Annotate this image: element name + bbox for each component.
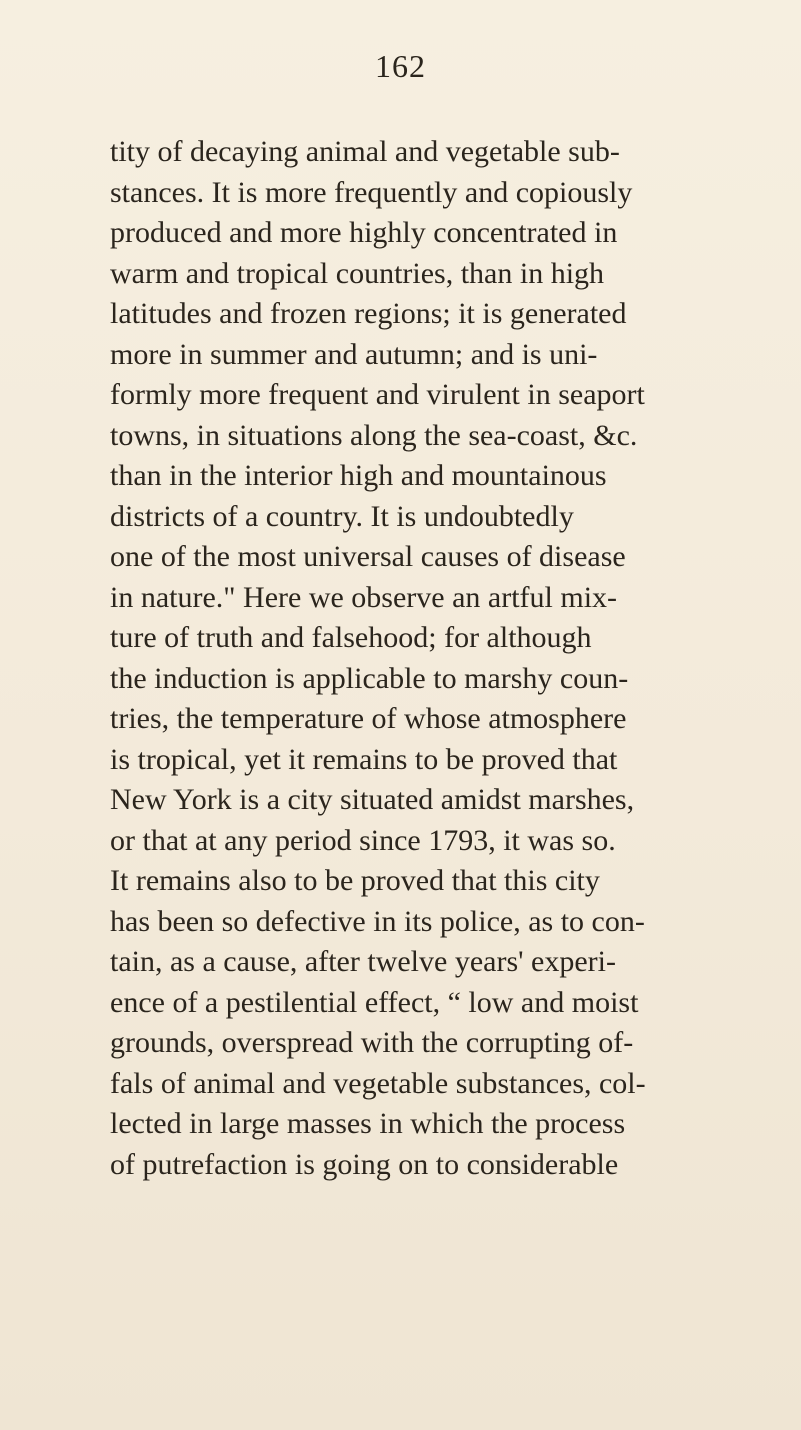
text-line: one of the most universal causes of disease [110,540,626,573]
text-line: ence of a pestilential effect, “ low and moist [110,985,639,1019]
body-text [110,132,800,1185]
text-line: the induction is applicable to marshy coun- [110,661,629,695]
text-line: of putrefaction is going on to considerable [110,1147,619,1181]
text-line: lected in large masses in which the process [110,1107,626,1140]
text-line: tity of decaying animal and vegetable sub- [110,135,620,168]
text-line: fals of animal and vegetable substances, col- [110,1066,646,1100]
text-line: formly more frequent and virulent in seaport [110,378,645,411]
text-line: than in the interior high and mountainous [110,459,607,492]
text-line: produced and more highly concentrated in [110,216,618,249]
text-line: New York is a city situated amidst marshes, [110,783,635,816]
text-line: tain, as a cause, after twelve years' experi- [110,945,616,978]
text-line: grounds, overspread with the corrupting of- [110,1026,634,1059]
text-line: ture of truth and falsehood; for although [110,621,592,654]
text-line: in nature." Here we observe an artful mix- [110,580,618,614]
text-line: has been so defective in its police, as to con- [110,904,645,938]
text-line: stances. It is more frequently and copiously [110,175,633,209]
page-number: 162 [375,48,426,84]
text-line: warm and tropical countries, than in high [110,256,605,290]
text-line: It remains also to be proved that this city [110,864,600,897]
text-line: tries, the temperature of whose atmosphere [110,702,627,735]
text-line: latitudes and frozen regions; it is generated [110,297,627,330]
text-line: or that at any period since 1793, it was so. [110,823,616,857]
text-line: districts of a country. It is undoubtedly [110,499,574,533]
text-line: towns, in situations along the sea-coast, &c. [110,418,638,452]
text-line: is tropical, yet it remains to be proved that [110,742,618,776]
text-line: more in summer and autumn; and is uni- [110,337,598,371]
